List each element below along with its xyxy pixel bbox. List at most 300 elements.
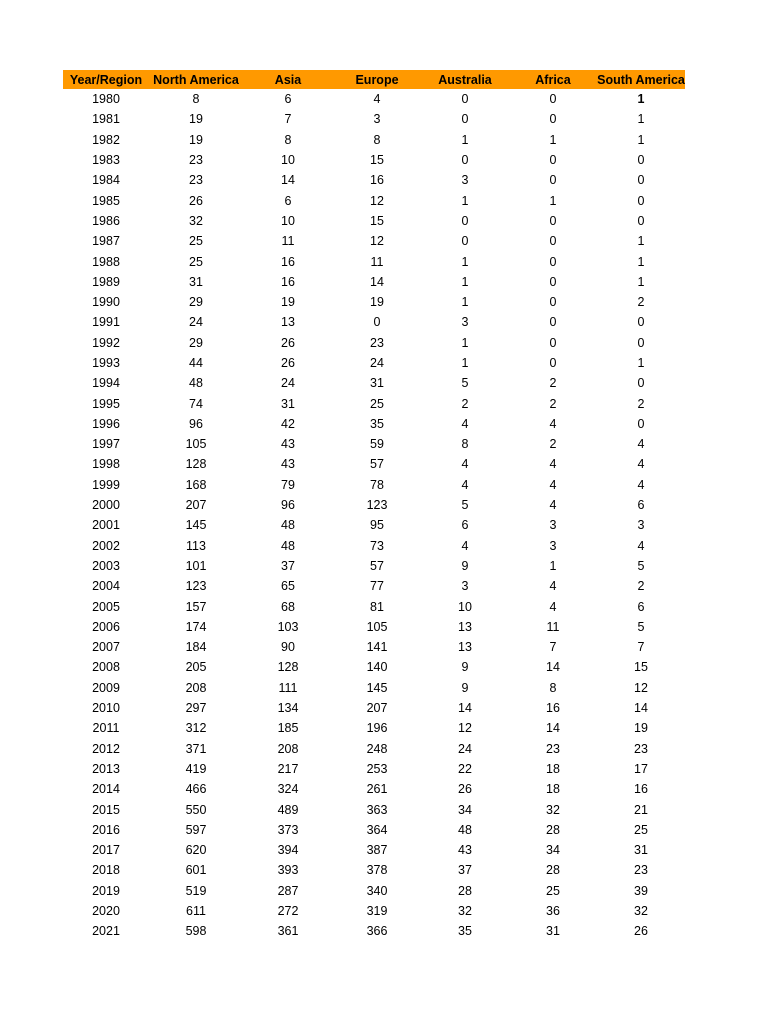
australia-cell: 4	[461, 538, 469, 553]
australia-cell: 1	[461, 295, 469, 310]
africa-cell: 4	[549, 498, 557, 513]
asia-cell: 65	[281, 579, 295, 594]
year-cell: 1983	[92, 153, 120, 168]
north-america-cell: 174	[185, 619, 207, 634]
table-row	[63, 678, 685, 698]
europe-cell: 140	[366, 660, 388, 675]
header-cell-north-america: North America	[149, 70, 243, 89]
north-america-cell: 168	[185, 477, 207, 492]
north-america-cell: 105	[185, 437, 207, 452]
australia-cell: 0	[461, 92, 469, 107]
europe-cell: 141	[366, 640, 388, 655]
year-cell: 2011	[92, 721, 120, 736]
header-cell-year-region: Year/Region	[63, 70, 149, 89]
australia-cell: 0	[461, 112, 469, 127]
europe-cell: 81	[370, 599, 384, 614]
africa-cell: 18	[546, 761, 560, 776]
africa-cell: 4	[549, 579, 557, 594]
africa-cell: 1	[549, 558, 557, 573]
north-america-cell: 312	[185, 721, 207, 736]
south-america-cell: 32	[634, 904, 648, 919]
australia-cell: 4	[461, 477, 469, 492]
north-america-cell: 371	[185, 741, 207, 756]
europe-cell: 35	[370, 416, 384, 431]
australia-cell: 37	[458, 863, 472, 878]
north-america-cell: 419	[185, 761, 207, 776]
africa-cell: 8	[549, 680, 557, 695]
asia-cell: 16	[281, 254, 295, 269]
year-cell: 2006	[92, 619, 120, 634]
table-row	[63, 901, 685, 921]
north-america-cell: 205	[185, 660, 207, 675]
australia-cell: 1	[461, 254, 469, 269]
table-row	[63, 596, 685, 616]
south-america-cell: 1	[637, 112, 645, 127]
africa-cell: 1	[549, 193, 557, 208]
south-america-cell: 6	[637, 599, 645, 614]
asia-cell: 26	[281, 335, 295, 350]
year-cell: 2018	[92, 863, 120, 878]
australia-cell: 22	[458, 761, 472, 776]
africa-cell: 0	[549, 274, 557, 289]
africa-cell: 18	[546, 782, 560, 797]
table-row	[63, 881, 685, 901]
europe-cell: 15	[370, 213, 384, 228]
table-row	[63, 536, 685, 556]
australia-cell: 32	[458, 904, 472, 919]
australia-cell: 34	[458, 802, 472, 817]
north-america-cell: 24	[189, 315, 203, 330]
table-row	[63, 292, 685, 312]
north-america-cell: 123	[185, 579, 207, 594]
africa-cell: 4	[549, 477, 557, 492]
south-america-cell: 23	[634, 863, 648, 878]
europe-cell: 25	[370, 396, 384, 411]
table-row	[63, 475, 685, 495]
europe-cell: 73	[370, 538, 384, 553]
africa-cell: 3	[549, 538, 557, 553]
table-row	[63, 840, 685, 860]
north-america-cell: 101	[185, 558, 207, 573]
south-america-cell: 1	[637, 254, 645, 269]
australia-cell: 24	[458, 741, 472, 756]
year-cell: 2009	[92, 680, 120, 695]
europe-cell: 261	[366, 782, 388, 797]
year-cell: 1982	[92, 132, 120, 147]
asia-cell: 48	[281, 518, 295, 533]
africa-cell: 0	[549, 213, 557, 228]
europe-cell: 12	[370, 193, 384, 208]
south-america-cell: 0	[637, 335, 645, 350]
europe-cell: 366	[366, 924, 388, 939]
north-america-cell: 128	[185, 457, 207, 472]
europe-cell: 95	[370, 518, 384, 533]
south-america-cell: 31	[634, 843, 648, 858]
africa-cell: 2	[549, 396, 557, 411]
north-america-cell: 207	[185, 498, 207, 513]
year-cell: 1981	[92, 112, 120, 127]
europe-cell: 4	[373, 92, 381, 107]
year-cell: 2010	[92, 701, 120, 716]
europe-cell: 24	[370, 356, 384, 370]
table-row	[63, 495, 685, 515]
south-america-cell: 14	[634, 701, 648, 716]
africa-cell: 14	[546, 660, 560, 675]
north-america-cell: 23	[189, 153, 203, 168]
table-row	[63, 576, 685, 596]
year-cell: 2014	[92, 782, 120, 797]
north-america-cell: 8	[192, 92, 200, 107]
europe-cell: 378	[366, 863, 388, 878]
asia-cell: 6	[284, 193, 292, 208]
asia-cell: 48	[281, 538, 295, 553]
south-america-cell: 1	[637, 132, 645, 147]
asia-cell: 16	[281, 274, 295, 289]
year-cell: 2000	[92, 498, 120, 513]
year-cell: 1994	[92, 376, 120, 391]
table-row	[63, 921, 685, 941]
north-america-cell: 184	[185, 640, 207, 655]
europe-cell: 12	[370, 234, 384, 249]
north-america-cell: 297	[185, 701, 207, 716]
north-america-cell: 611	[186, 904, 206, 919]
africa-cell: 14	[546, 721, 560, 736]
north-america-cell: 208	[185, 680, 207, 695]
year-cell: 1987	[92, 234, 120, 249]
south-america-cell: 15	[634, 660, 648, 675]
africa-cell: 0	[549, 234, 557, 249]
africa-cell: 2	[549, 376, 557, 391]
europe-cell: 387	[366, 843, 388, 858]
europe-cell: 105	[366, 619, 388, 634]
asia-cell: 393	[277, 863, 299, 878]
europe-cell: 57	[370, 558, 384, 573]
table-row	[63, 312, 685, 332]
europe-cell: 207	[366, 701, 388, 716]
north-america-cell: 25	[189, 234, 203, 249]
year-cell: 2021	[92, 924, 120, 939]
europe-cell: 8	[373, 132, 381, 147]
australia-cell: 1	[461, 274, 469, 289]
africa-cell: 11	[546, 619, 560, 634]
europe-cell: 196	[366, 721, 388, 736]
table-row	[63, 860, 685, 880]
asia-cell: 185	[277, 721, 299, 736]
year-cell: 1989	[92, 274, 120, 289]
year-cell: 1991	[92, 315, 120, 330]
table-row	[63, 779, 685, 799]
table-row	[63, 454, 685, 474]
australia-cell: 8	[461, 437, 469, 452]
table-row	[63, 637, 685, 657]
table-row	[63, 109, 685, 129]
south-america-cell: 19	[634, 721, 648, 736]
year-cell: 1986	[92, 213, 120, 228]
asia-cell: 31	[281, 396, 295, 411]
australia-cell: 35	[458, 924, 472, 939]
year-cell: 2017	[92, 843, 120, 858]
south-america-cell: 25	[634, 822, 648, 837]
south-america-cell: 5	[637, 619, 645, 634]
north-america-cell: 19	[189, 112, 203, 127]
africa-cell: 0	[549, 315, 557, 330]
australia-cell: 3	[461, 579, 469, 594]
south-america-cell: 1	[637, 92, 645, 107]
table-row	[63, 393, 685, 413]
asia-cell: 13	[281, 315, 295, 330]
header-cell-asia: Asia	[243, 70, 333, 89]
africa-cell: 0	[549, 295, 557, 310]
australia-cell: 13	[458, 640, 472, 655]
south-america-cell: 6	[637, 498, 645, 513]
asia-cell: 19	[281, 295, 295, 310]
asia-cell: 43	[281, 437, 295, 452]
africa-cell: 23	[546, 741, 560, 756]
asia-cell: 287	[277, 883, 299, 898]
table-row	[63, 556, 685, 576]
table-row	[63, 150, 685, 170]
africa-cell: 0	[549, 254, 557, 269]
header-cell-australia: Australia	[421, 70, 509, 89]
year-cell: 2020	[92, 904, 120, 919]
header-row	[63, 70, 685, 89]
africa-cell: 28	[546, 863, 560, 878]
asia-cell: 11	[281, 234, 295, 249]
year-cell: 2016	[92, 822, 120, 837]
north-america-cell: 74	[189, 396, 203, 411]
south-america-cell: 21	[634, 802, 648, 817]
south-america-cell: 23	[634, 741, 648, 756]
table-row	[63, 759, 685, 779]
north-america-cell: 519	[185, 883, 207, 898]
asia-cell: 373	[277, 822, 299, 837]
asia-cell: 14	[281, 173, 295, 188]
asia-cell: 37	[281, 558, 295, 573]
south-america-cell: 0	[637, 153, 645, 168]
asia-cell: 208	[277, 741, 299, 756]
year-cell: 2015	[92, 802, 120, 817]
south-america-cell: 4	[637, 437, 645, 452]
south-america-cell: 2	[637, 396, 645, 411]
south-america-cell: 4	[637, 457, 645, 472]
table-row	[63, 515, 685, 535]
north-america-cell: 29	[189, 295, 203, 310]
north-america-cell: 598	[185, 924, 207, 939]
asia-cell: 90	[281, 640, 295, 655]
year-cell: 2005	[92, 599, 120, 614]
australia-cell: 12	[458, 721, 472, 736]
asia-cell: 361	[277, 924, 299, 939]
year-cell: 1990	[92, 295, 120, 310]
europe-cell: 19	[370, 295, 384, 310]
europe-cell: 123	[366, 498, 388, 513]
year-cell: 1988	[92, 254, 120, 269]
year-cell: 2013	[92, 761, 120, 776]
australia-cell: 0	[461, 153, 469, 168]
africa-cell: 16	[546, 701, 560, 716]
europe-cell: 16	[370, 173, 384, 188]
table-row	[63, 739, 685, 759]
table-row	[63, 718, 685, 738]
asia-cell: 111	[278, 680, 298, 695]
asia-cell: 10	[281, 153, 295, 168]
table-row	[63, 170, 685, 190]
africa-cell: 0	[549, 112, 557, 127]
asia-cell: 217	[277, 761, 299, 776]
africa-cell: 1	[549, 132, 557, 147]
australia-cell: 13	[458, 619, 472, 634]
south-america-cell: 1	[637, 234, 645, 249]
australia-cell: 1	[461, 132, 469, 147]
north-america-cell: 601	[185, 863, 207, 878]
north-america-cell: 26	[189, 193, 203, 208]
africa-cell: 3	[549, 518, 557, 533]
asia-cell: 394	[277, 843, 299, 858]
australia-cell: 3	[461, 173, 469, 188]
australia-cell: 26	[458, 782, 472, 797]
year-cell: 2007	[92, 640, 120, 655]
africa-cell: 4	[549, 416, 557, 431]
asia-cell: 489	[277, 802, 299, 817]
north-america-cell: 466	[185, 782, 207, 797]
europe-cell: 31	[370, 376, 384, 391]
north-america-cell: 550	[185, 802, 207, 817]
table-row	[63, 231, 685, 251]
north-america-cell: 620	[185, 843, 207, 858]
south-america-cell: 12	[634, 680, 648, 695]
north-america-cell: 25	[189, 254, 203, 269]
europe-cell: 340	[366, 883, 388, 898]
asia-cell: 24	[281, 376, 295, 391]
table-row	[63, 799, 685, 819]
table-row	[63, 414, 685, 434]
south-america-cell: 7	[637, 640, 645, 655]
table-row	[63, 373, 685, 393]
north-america-cell: 145	[185, 518, 207, 533]
north-america-cell: 48	[189, 376, 203, 391]
australia-cell: 3	[461, 315, 469, 330]
asia-cell: 7	[284, 112, 292, 127]
year-cell: 2019	[92, 883, 120, 898]
africa-cell: 0	[549, 335, 557, 350]
table-row	[63, 272, 685, 292]
year-cell: 2001	[92, 518, 120, 533]
australia-cell: 28	[458, 883, 472, 898]
africa-cell: 7	[549, 640, 557, 655]
australia-cell: 6	[461, 518, 469, 533]
year-cell: 1984	[92, 173, 120, 188]
year-cell: 1997	[92, 437, 120, 452]
year-cell: 1992	[92, 335, 120, 350]
australia-cell: 2	[461, 396, 469, 411]
year-cell: 1998	[92, 457, 120, 472]
australia-cell: 4	[461, 416, 469, 431]
header-cell-south-america: South America	[597, 70, 685, 89]
north-america-cell: 157	[185, 599, 207, 614]
south-america-cell: 0	[637, 213, 645, 228]
africa-cell: 4	[549, 457, 557, 472]
europe-cell: 11	[370, 254, 384, 269]
table-row	[63, 89, 685, 109]
south-america-cell: 1	[637, 356, 645, 370]
asia-cell: 42	[281, 416, 295, 431]
europe-cell: 15	[370, 153, 384, 168]
europe-cell: 0	[373, 315, 381, 330]
north-america-cell: 31	[189, 274, 203, 289]
africa-cell: 36	[546, 904, 560, 919]
year-cell: 2003	[92, 558, 120, 573]
asia-cell: 324	[277, 782, 299, 797]
south-america-cell: 4	[637, 477, 645, 492]
north-america-cell: 23	[189, 173, 203, 188]
asia-cell: 134	[277, 701, 299, 716]
year-cell: 1995	[92, 396, 120, 411]
north-america-cell: 113	[186, 538, 206, 553]
south-america-cell: 0	[637, 376, 645, 391]
south-america-cell: 3	[637, 518, 645, 533]
australia-cell: 9	[461, 558, 469, 573]
south-america-cell: 17	[634, 761, 648, 776]
africa-cell: 34	[546, 843, 560, 858]
europe-cell: 77	[370, 579, 384, 594]
table-row	[63, 333, 685, 353]
table-row	[63, 190, 685, 210]
asia-cell: 8	[284, 132, 292, 147]
table-row	[63, 820, 685, 840]
europe-cell: 145	[366, 680, 388, 695]
australia-cell: 9	[461, 680, 469, 695]
data-table	[63, 70, 685, 941]
australia-cell: 5	[461, 376, 469, 391]
table-row	[63, 657, 685, 677]
header-cell-europe: Europe	[333, 70, 421, 89]
north-america-cell: 19	[189, 132, 203, 147]
australia-cell: 5	[461, 498, 469, 513]
africa-cell: 2	[549, 437, 557, 452]
africa-cell: 0	[549, 92, 557, 107]
table-row	[63, 698, 685, 718]
year-cell: 1999	[92, 477, 120, 492]
australia-cell: 48	[458, 822, 472, 837]
africa-cell: 28	[546, 822, 560, 837]
asia-cell: 6	[284, 92, 292, 107]
header-cell-africa: Africa	[509, 70, 597, 89]
australia-cell: 1	[461, 356, 469, 370]
asia-cell: 96	[281, 498, 295, 513]
europe-cell: 14	[370, 274, 384, 289]
south-america-cell: 2	[637, 579, 645, 594]
table-row	[63, 617, 685, 637]
europe-cell: 363	[366, 802, 388, 817]
year-cell: 2012	[92, 741, 120, 756]
south-america-cell: 4	[637, 538, 645, 553]
australia-cell: 0	[461, 213, 469, 228]
europe-cell: 3	[373, 112, 381, 127]
europe-cell: 57	[370, 457, 384, 472]
africa-cell: 25	[546, 883, 560, 898]
australia-cell: 43	[458, 843, 472, 858]
asia-cell: 79	[281, 477, 295, 492]
south-america-cell: 0	[637, 416, 645, 431]
year-cell: 2004	[92, 579, 120, 594]
asia-cell: 68	[281, 599, 295, 614]
asia-cell: 128	[277, 660, 299, 675]
asia-cell: 272	[277, 904, 299, 919]
asia-cell: 103	[277, 619, 299, 634]
south-america-cell: 1	[637, 274, 645, 289]
table-body	[63, 89, 685, 941]
australia-cell: 4	[461, 457, 469, 472]
